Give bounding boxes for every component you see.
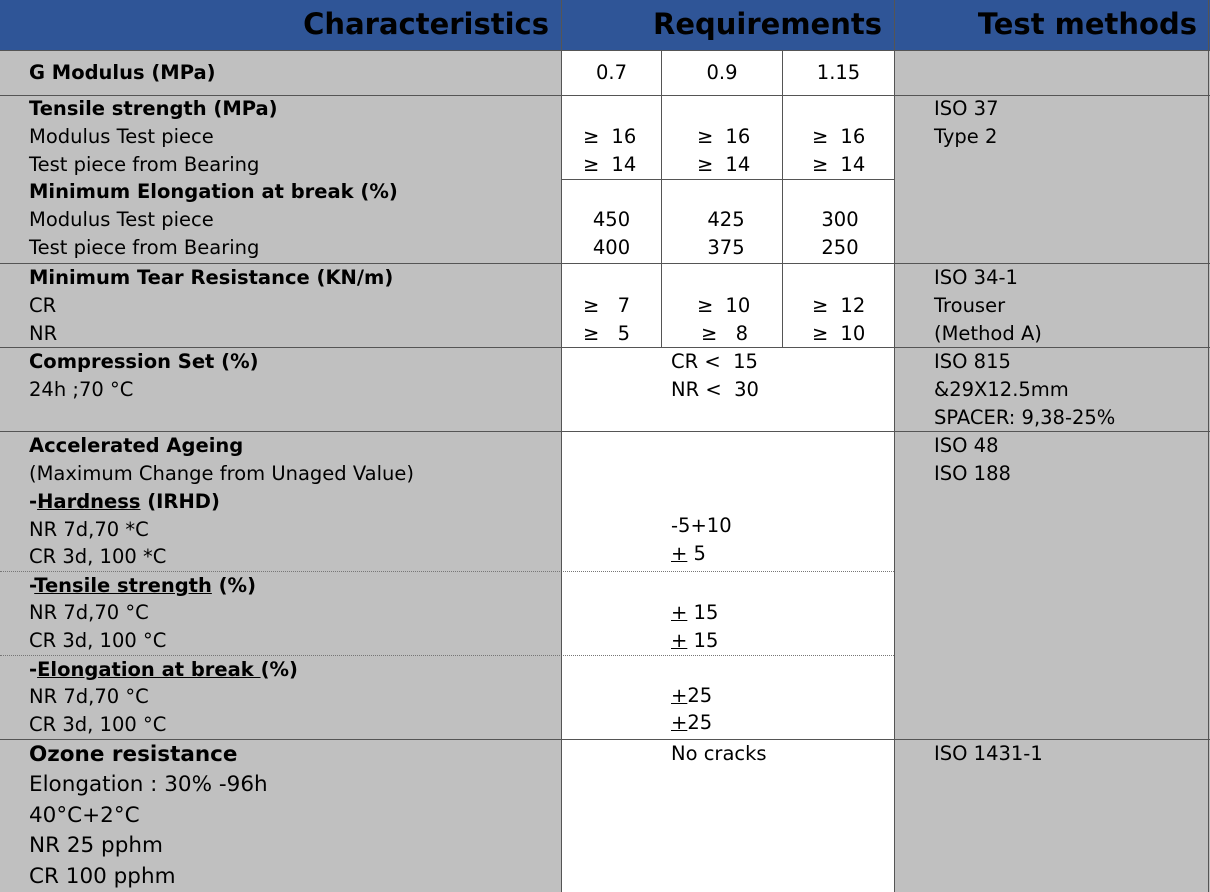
tensile-method-type: Type 2 xyxy=(934,125,998,148)
aged-elongation-title: Elongation at break xyxy=(37,658,261,681)
value-text: 8 xyxy=(735,322,749,345)
ozone-label: Ozone resistance xyxy=(29,742,238,767)
row-divider xyxy=(0,347,1210,348)
row-divider xyxy=(0,95,1210,96)
aged-tensile-title: Tensile strength xyxy=(34,574,212,597)
tear-nr-value xyxy=(701,323,748,345)
row-divider xyxy=(0,655,894,656)
tear-label: Minimum Tear Resistance (KN/m) xyxy=(29,266,394,289)
column-divider xyxy=(1208,0,1209,892)
ge-sign: ≥ xyxy=(812,322,829,345)
hardness-unit: (IRHD) xyxy=(140,490,220,513)
value-text: 14 xyxy=(611,153,637,176)
elongation-modulus-value: 425 xyxy=(707,208,745,231)
ge-sign: ≥ xyxy=(812,125,829,148)
column-divider xyxy=(894,0,895,892)
dash: - xyxy=(29,490,38,513)
header-requirements: Requirements xyxy=(653,7,882,41)
elongation-modulus-value: 300 xyxy=(821,208,859,231)
aged-elongation-unit: (%) xyxy=(260,658,298,681)
compression-label: Compression Set (%) xyxy=(29,350,259,373)
tensile-bearing-value xyxy=(812,154,865,176)
tensile-label: Tensile strength (MPa) xyxy=(29,97,278,120)
compression-method-size: &29X12.5mm xyxy=(934,378,1069,401)
tensile-modulus-value xyxy=(697,126,750,148)
aged-elongation-cr: CR 3d, 100 °C xyxy=(29,713,167,736)
compression-method-spacer: SPACER: 9,38-25% xyxy=(934,406,1116,429)
compression-req-cr: CR < 15 xyxy=(671,350,758,373)
hardness-req-cr xyxy=(671,543,706,565)
tear-cr-value xyxy=(697,295,750,317)
aged-elongation-req-cr xyxy=(671,712,712,734)
value-text: 5 xyxy=(687,542,706,565)
elongation-sub-bearing: Test piece from Bearing xyxy=(29,236,260,259)
g-modulus-value: 0.9 xyxy=(706,61,738,84)
tensile-sub-modulus: Modulus Test piece xyxy=(29,125,214,148)
ozone-temperature: 40°C+2°C xyxy=(29,803,140,828)
elongation-sub-modulus: Modulus Test piece xyxy=(29,208,214,231)
plus-minus-sign: + xyxy=(671,711,688,734)
aged-tensile-cr: CR 3d, 100 °C xyxy=(29,629,167,652)
column-divider xyxy=(782,50,783,347)
tear-nr-value xyxy=(583,323,630,345)
value-text: 5 xyxy=(617,322,631,345)
row-divider xyxy=(0,263,1210,264)
ozone-req: No cracks xyxy=(671,742,767,765)
ge-sign: ≥ xyxy=(583,294,600,317)
value-text: 10 xyxy=(840,322,866,345)
ge-sign: ≥ xyxy=(583,322,600,345)
plus-minus-sign: + xyxy=(671,542,688,565)
ge-sign: ≥ xyxy=(697,125,714,148)
ge-sign: ≥ xyxy=(697,153,714,176)
value-text: 16 xyxy=(725,125,751,148)
ge-sign: ≥ xyxy=(583,125,600,148)
value-text: 16 xyxy=(611,125,637,148)
column-divider xyxy=(561,0,562,892)
row-divider xyxy=(0,739,1210,740)
g-modulus-methods-bg xyxy=(894,50,1210,95)
ge-sign: ≥ xyxy=(697,294,714,317)
value-text: 15 xyxy=(687,601,719,624)
aged-tensile-label xyxy=(29,575,256,597)
tensile-sub-bearing: Test piece from Bearing xyxy=(29,153,260,176)
compression-req-nr: NR < 30 xyxy=(671,378,759,401)
tensile-modulus-value xyxy=(812,126,865,148)
ozone-cr: CR 100 pphm xyxy=(29,864,176,889)
dash: - xyxy=(29,658,38,681)
ozone-nr: NR 25 pphm xyxy=(29,833,163,858)
ageing-method-2: ISO 188 xyxy=(934,462,1011,485)
aged-elongation-label xyxy=(29,659,298,681)
aged-elongation-nr: NR 7d,70 °C xyxy=(29,685,149,708)
tensile-modulus-value xyxy=(583,126,636,148)
plus-minus-sign: + xyxy=(671,684,688,707)
g-modulus-value: 0.7 xyxy=(595,61,627,84)
aged-tensile-nr: NR 7d,70 °C xyxy=(29,601,149,624)
column-divider xyxy=(661,50,662,347)
value-text: 25 xyxy=(687,711,713,734)
tear-cr-value xyxy=(583,295,630,317)
value-text: 7 xyxy=(617,294,631,317)
value-text: 14 xyxy=(725,153,751,176)
ageing-sub: (Maximum Change from Unaged Value) xyxy=(29,462,415,485)
ge-sign: ≥ xyxy=(812,294,829,317)
elongation-modulus-value: 450 xyxy=(592,208,631,231)
elongation-bearing-value: 250 xyxy=(821,236,859,259)
ageing-label: Accelerated Ageing xyxy=(29,434,244,457)
row-divider xyxy=(0,50,1210,51)
compression-method: ISO 815 xyxy=(934,350,1011,373)
value-text: 25 xyxy=(687,684,713,707)
value-text: 14 xyxy=(840,153,866,176)
tear-nr-value xyxy=(812,323,865,345)
ge-sign: ≥ xyxy=(812,153,829,176)
ozone-elongation: Elongation : 30% -96h xyxy=(29,772,268,797)
hardness-label xyxy=(29,491,220,513)
header-characteristics: Characteristics xyxy=(303,7,549,41)
value-text: 16 xyxy=(840,125,866,148)
header-test-methods: Test methods xyxy=(977,7,1197,41)
tensile-bearing-value xyxy=(697,154,750,176)
aged-elongation-req-nr xyxy=(671,685,712,707)
hardness-title: Hardness xyxy=(37,490,141,513)
ageing-method: ISO 48 xyxy=(934,434,999,457)
plus-minus-sign: + xyxy=(671,601,688,624)
aged-tensile-req-cr xyxy=(671,630,718,652)
value-text: 15 xyxy=(687,629,719,652)
g-modulus-label: G Modulus (MPa) xyxy=(29,61,216,84)
hardness-cr: CR 3d, 100 *C xyxy=(29,545,167,568)
aged-tensile-req-nr xyxy=(671,602,718,624)
row-divider xyxy=(0,431,1210,432)
tensile-bearing-value xyxy=(583,154,636,176)
hardness-req-nr: -5+10 xyxy=(671,514,732,537)
plus-minus-sign: + xyxy=(671,629,688,652)
value-text: 12 xyxy=(840,294,866,317)
ge-sign: ≥ xyxy=(701,322,718,345)
tear-cr-value xyxy=(812,295,865,317)
tensile-method: ISO 37 xyxy=(934,97,999,120)
elongation-label: Minimum Elongation at break (%) xyxy=(29,180,398,203)
g-modulus-value: 1.15 xyxy=(816,61,861,84)
elongation-bearing-value: 400 xyxy=(592,236,631,259)
tear-method-type: Trouser xyxy=(934,294,1006,317)
compression-sub: 24h ;70 °C xyxy=(29,378,134,401)
tear-method: ISO 34-1 xyxy=(934,266,1018,289)
tear-sub-nr: NR xyxy=(29,322,58,345)
hardness-nr: NR 7d,70 *C xyxy=(29,518,149,541)
elongation-bearing-value: 375 xyxy=(707,236,745,259)
tear-sub-cr: CR xyxy=(29,294,57,317)
tear-method-variant: (Method A) xyxy=(934,322,1042,345)
value-text: 10 xyxy=(725,294,751,317)
dash: - xyxy=(29,574,35,597)
row-divider xyxy=(561,179,894,180)
aged-tensile-unit: (%) xyxy=(211,574,257,597)
ge-sign: ≥ xyxy=(583,153,600,176)
ozone-method: ISO 1431-1 xyxy=(934,742,1043,765)
row-divider xyxy=(0,571,894,572)
